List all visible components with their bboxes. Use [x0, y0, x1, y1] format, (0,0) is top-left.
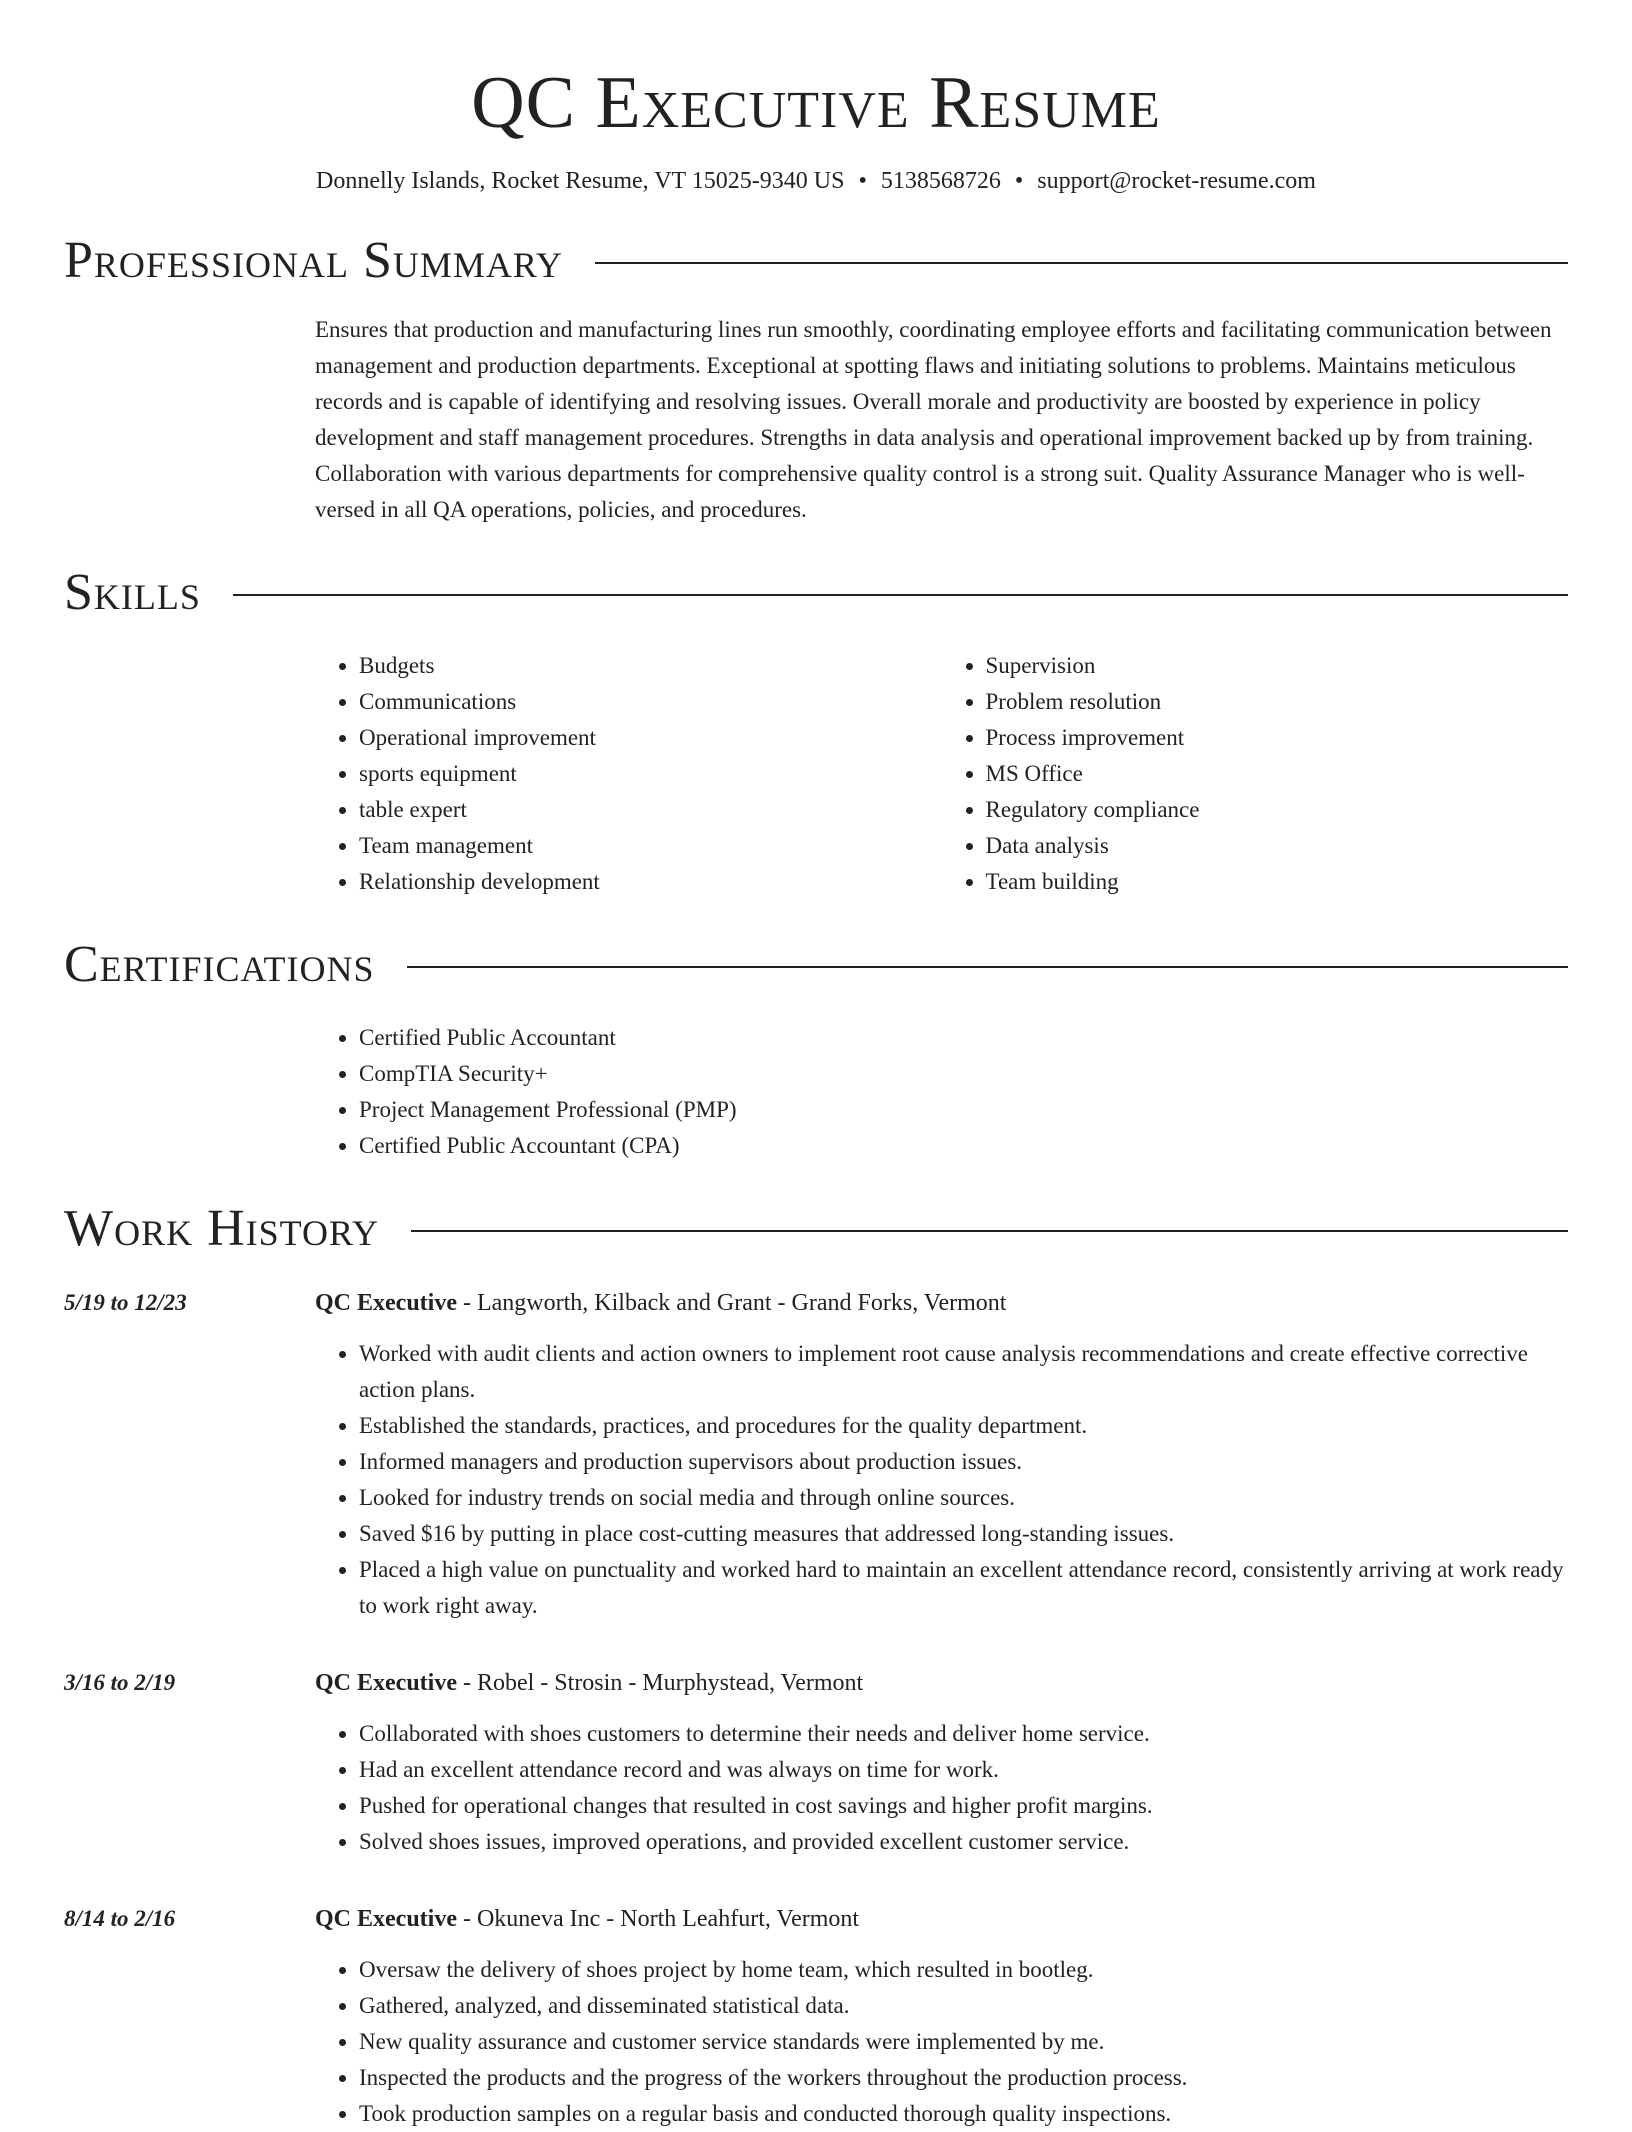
contact-line — [64, 166, 1568, 196]
skill-item: • Operational improvement — [359, 720, 942, 756]
job-bullet: • Worked with audit clients and action owners to implement root cause analysis recommendations and create effective corrective action plans. — [359, 1336, 1568, 1408]
job-bullet: • New quality assurance and customer service standards were implemented by me. — [359, 2024, 1568, 2060]
job-dates: 3/16 to 2/19 — [64, 1670, 176, 1695]
job-title: QC Executive — [315, 1290, 457, 1316]
certification-item: • Project Management Professional (PMP) — [359, 1092, 1568, 1128]
job-bullet: • Informed managers and production supervisors about production issues. — [359, 1444, 1568, 1480]
skill-item: • Budgets — [359, 648, 942, 684]
certifications-heading: Certifications — [64, 936, 375, 993]
certifications-section — [315, 1020, 1568, 1164]
job-bullet: • Placed a high value on punctuality and worked hard to maintain an excellent attendance record, consistently arriving at work ready to work right away. — [359, 1552, 1568, 1624]
job-bullet: • Established the standards, practices, and procedures for the quality department. — [359, 1408, 1568, 1444]
job-body — [315, 1902, 1568, 2132]
resume-page — [64, 0, 1568, 2132]
job-entry — [64, 1902, 1568, 2132]
skill-item: • Relationship development — [359, 864, 942, 900]
work-history-heading: Work History — [64, 1200, 380, 1257]
job-title-line — [315, 1286, 1568, 1320]
job-bullet: • Collaborated with shoes customers to determine their needs and deliver home service. — [359, 1716, 1568, 1752]
job-body — [315, 1286, 1568, 1624]
job-title: QC Executive — [315, 1670, 457, 1696]
job-bullet: • Saved $16 by putting in place cost-cutting measures that addressed long-standing issues. — [359, 1516, 1568, 1552]
skill-item: • Data analysis — [986, 828, 1569, 864]
job-body — [315, 1666, 1568, 1860]
work-history-section-header — [64, 1198, 1568, 1260]
certification-item: • Certified Public Accountant — [359, 1020, 1568, 1056]
certification-item: • Certified Public Accountant (CPA) — [359, 1128, 1568, 1164]
job-entry — [64, 1666, 1568, 1860]
contact-phone: 5138568726 — [880, 168, 1001, 194]
skill-item: • Regulatory compliance — [986, 792, 1569, 828]
job-dates: 5/19 to 12/23 — [64, 1290, 187, 1315]
job-bullets — [315, 1716, 1568, 1860]
skills-section — [315, 648, 1568, 900]
summary-section-header — [64, 230, 1568, 292]
section-divider — [595, 262, 1568, 264]
job-title: QC Executive — [315, 1906, 457, 1932]
job-title-line — [315, 1666, 1568, 1700]
job-employer: - Langworth, Kilback and Grant - Grand Forks, Vermont — [456, 1290, 1007, 1316]
skill-item: • Team building — [986, 864, 1569, 900]
skill-item: • Process improvement — [986, 720, 1569, 756]
section-divider — [407, 966, 1568, 968]
skill-item: • Problem resolution — [986, 684, 1569, 720]
skills-section-header — [64, 562, 1568, 624]
job-bullet: • Inspected the products and the progress of the workers throughout the production process. — [359, 2060, 1568, 2096]
job-bullet: • Took production samples on a regular basis and conducted thorough quality inspections. — [359, 2096, 1568, 2132]
skill-item: • Supervision — [986, 648, 1569, 684]
job-bullets — [315, 1336, 1568, 1624]
certifications-section-header — [64, 934, 1568, 996]
job-employer: - Okuneva Inc - North Leahfurt, Vermont — [456, 1906, 860, 1932]
job-bullet: • Pushed for operational changes that resulted in cost savings and higher profit margins. — [359, 1788, 1568, 1824]
section-divider — [233, 594, 1568, 596]
contact-separator: • — [1014, 168, 1024, 194]
section-divider — [411, 1230, 1568, 1232]
certifications-list — [315, 1020, 1568, 1164]
job-employer: - Robel - Strosin - Murphystead, Vermont — [456, 1670, 864, 1696]
job-bullet: • Had an excellent attendance record and was always on time for work. — [359, 1752, 1568, 1788]
contact-address: Donnelly Islands, Rocket Resume, VT 15025-9340 US — [316, 168, 845, 194]
job-bullet: • Gathered, analyzed, and disseminated statistical data. — [359, 1988, 1568, 2024]
contact-email: support@rocket-resume.com — [1037, 168, 1316, 194]
job-bullet: • Looked for industry trends on social media and through online sources. — [359, 1480, 1568, 1516]
contact-separator: • — [858, 168, 867, 194]
job-bullet: • Oversaw the delivery of shoes project by home team, which resulted in bootleg. — [359, 1952, 1568, 1988]
skill-item: • MS Office — [986, 756, 1569, 792]
resume-title: QC Executive Resume — [471, 62, 1161, 144]
skills-list-right — [942, 648, 1569, 900]
job-bullet: • Solved shoes issues, improved operations, and provided excellent customer service. — [359, 1824, 1568, 1860]
skills-list-left — [315, 648, 942, 900]
summary-text: Ensures that production and manufacturing lines run smoothly, coordinating employee efforts and facilitating communication between management and production departments. Exceptional at spotting flaws and initiating solutions to problems. Maintains meticulous records and is capable of identifying and resolving issues. Overall morale and productivity are boosted by experience in policy development and staff management procedures. Strengths in data analysis and operational improvement backed up by from training. Collaboration with various departments for comprehensive quality control is a strong suit. Quality Assurance Manager who is well-versed in all QA operations, policies, and procedures. — [315, 317, 1552, 522]
skill-item: • sports equipment — [359, 756, 942, 792]
job-bullets — [315, 1952, 1568, 2132]
certification-item: • CompTIA Security+ — [359, 1056, 1568, 1092]
job-entry — [64, 1286, 1568, 1624]
skill-item: • table expert — [359, 792, 942, 828]
job-title-line — [315, 1902, 1568, 1936]
skill-item: • Team management — [359, 828, 942, 864]
skill-item: • Communications — [359, 684, 942, 720]
summary-heading: Professional Summary — [64, 232, 563, 289]
summary-section — [315, 312, 1568, 528]
job-dates: 8/14 to 2/16 — [64, 1906, 176, 1931]
skills-heading: Skills — [64, 564, 201, 621]
